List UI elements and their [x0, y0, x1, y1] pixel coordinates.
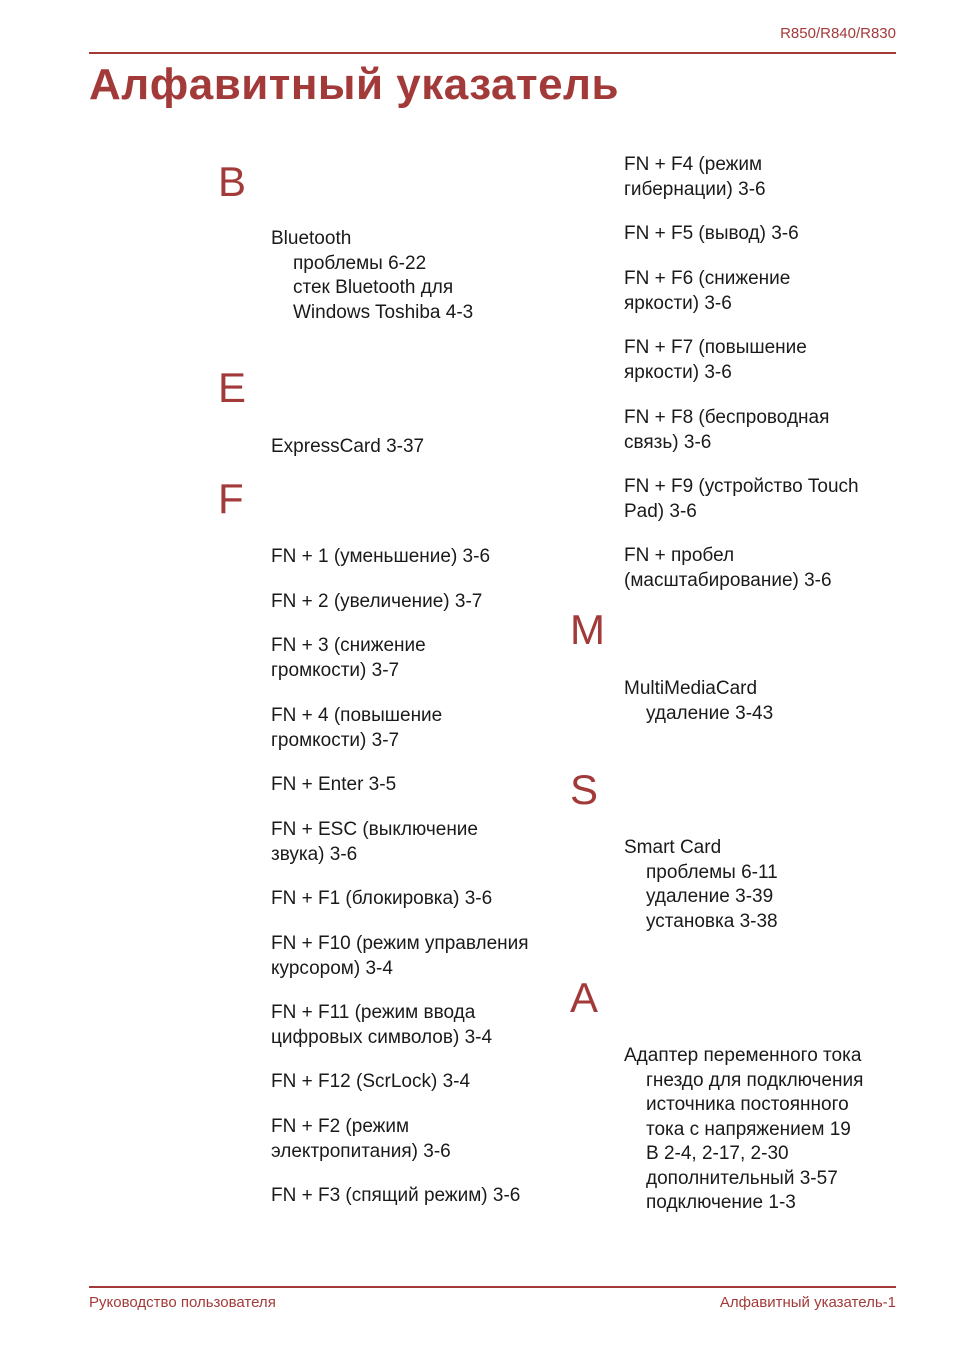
entry-line: FN + F7 (повышение [624, 337, 807, 358]
letter-e-heading: E [218, 364, 247, 411]
entry-sub: удаление 3-39 [646, 886, 774, 907]
entry-fn-f4 [624, 153, 766, 202]
entry-fn1 [271, 545, 490, 570]
entry-main: Bluetooth [271, 228, 352, 249]
entry-main: ExpressCard 3-37 [271, 436, 425, 457]
entry-adapter [624, 1044, 863, 1216]
entry-fn-enter [271, 773, 396, 798]
entry-line: звука) 3-6 [271, 843, 358, 865]
entry-main: Smart Card [624, 837, 722, 858]
entry-line: FN + Enter 3-5 [271, 774, 397, 795]
entry-line: FN + F1 (блокировка) 3-6 [271, 888, 493, 909]
entry-line: FN + F2 (режим [271, 1116, 410, 1137]
entry-fn-f10 [271, 932, 529, 981]
entry-line: FN + F12 (ScrLock) 3-4 [271, 1071, 471, 1092]
entry-sub: гнездо для подключения [646, 1069, 864, 1091]
entry-line: FN + ESC (выключение [271, 819, 478, 840]
entry-sub: проблемы 6-22 [293, 252, 427, 274]
footer-manual-title: Руководство пользователя [89, 1294, 276, 1311]
entry-line: FN + F6 (снижение [624, 268, 791, 289]
entry-line: яркости) 3-6 [624, 361, 732, 383]
entry-line: связь) 3-6 [624, 431, 712, 453]
entry-sub: установка 3-38 [646, 910, 778, 932]
entry-line: FN + 2 (увеличение) 3-7 [271, 591, 483, 612]
entry-sub: источника постоянного [646, 1094, 849, 1115]
entry-fn-f11 [271, 1001, 492, 1050]
letter-f-heading: F [218, 475, 244, 522]
entry-expresscard [271, 435, 424, 460]
entry-sub: подключение 1-3 [646, 1192, 796, 1213]
entry-sub: Windows Toshiba 4-3 [293, 301, 474, 323]
entry-sub: стек Bluetooth для [293, 277, 454, 298]
entry-fn-f9 [624, 475, 859, 524]
entry-fn-f12 [271, 1070, 470, 1095]
letter-b-heading: B [218, 158, 247, 205]
entry-fn-esc [271, 818, 478, 867]
entry-fn-space [624, 544, 832, 593]
entry-line: курсором) 3-4 [271, 957, 393, 979]
entry-line: FN + F8 (беспроводная [624, 407, 830, 428]
entry-fn-f1 [271, 887, 492, 912]
entry-fn-f6 [624, 267, 790, 316]
entry-smart-card [624, 836, 778, 934]
header-rule [89, 52, 896, 54]
entry-fn-f2 [271, 1115, 451, 1164]
page-title: Алфавитный указатель [89, 60, 620, 109]
footer-rule [89, 1286, 896, 1288]
letter-a-heading: A [570, 974, 599, 1021]
letter-m-heading: M [570, 606, 605, 653]
entry-sub: проблемы 6-11 [646, 861, 778, 883]
entry-sub: дополнительный 3-57 [646, 1167, 838, 1189]
entry-main: MultiMediaCard [624, 678, 758, 699]
entry-bluetooth [271, 227, 473, 325]
entry-multimediacard [624, 677, 773, 726]
entry-main: Адаптер переменного тока [624, 1045, 862, 1066]
entry-line: FN + 3 (снижение [271, 635, 426, 656]
entry-fn-f7 [624, 336, 807, 385]
entry-line: яркости) 3-6 [624, 292, 732, 314]
entry-line: гибернации) 3-6 [624, 178, 766, 200]
entry-line: FN + F3 (спящий режим) 3-6 [271, 1185, 521, 1206]
entry-line: FN + F11 (режим ввода [271, 1002, 476, 1023]
entry-fn-f8 [624, 406, 829, 455]
entry-line: (масштабирование) 3-6 [624, 569, 832, 591]
entry-line: FN + F5 (вывод) 3-6 [624, 223, 799, 244]
entry-line: FN + 4 (повышение [271, 705, 443, 726]
footer-page-number: Алфавитный указатель-1 [719, 1294, 896, 1311]
entry-sub: тока с напряжением 19 [646, 1118, 851, 1140]
entry-fn4 [271, 704, 442, 753]
entry-line: FN + F4 (режим [624, 154, 763, 175]
entry-fn-f5 [624, 222, 799, 247]
entry-line: FN + 1 (уменьшение) 3-6 [271, 546, 491, 567]
entry-line: цифровых символов) 3-4 [271, 1026, 493, 1048]
letter-s-heading: S [570, 766, 599, 813]
entry-line: громкости) 3-7 [271, 729, 400, 751]
entry-line: FN + пробел [624, 545, 735, 566]
model-number: R850/R840/R830 [780, 25, 896, 42]
entry-line: электропитания) 3-6 [271, 1140, 451, 1162]
entry-sub: В 2-4, 2-17, 2-30 [646, 1143, 789, 1164]
entry-line: FN + F9 (устройство Touch [624, 476, 859, 497]
entry-fn3 [271, 634, 426, 683]
entry-line: FN + F10 (режим управления [271, 933, 529, 954]
entry-fn-f3 [271, 1184, 520, 1209]
entry-fn2 [271, 590, 482, 615]
entry-sub: удаление 3-43 [646, 702, 774, 724]
entry-line: Pad) 3-6 [624, 500, 697, 522]
entry-line: громкости) 3-7 [271, 659, 400, 681]
